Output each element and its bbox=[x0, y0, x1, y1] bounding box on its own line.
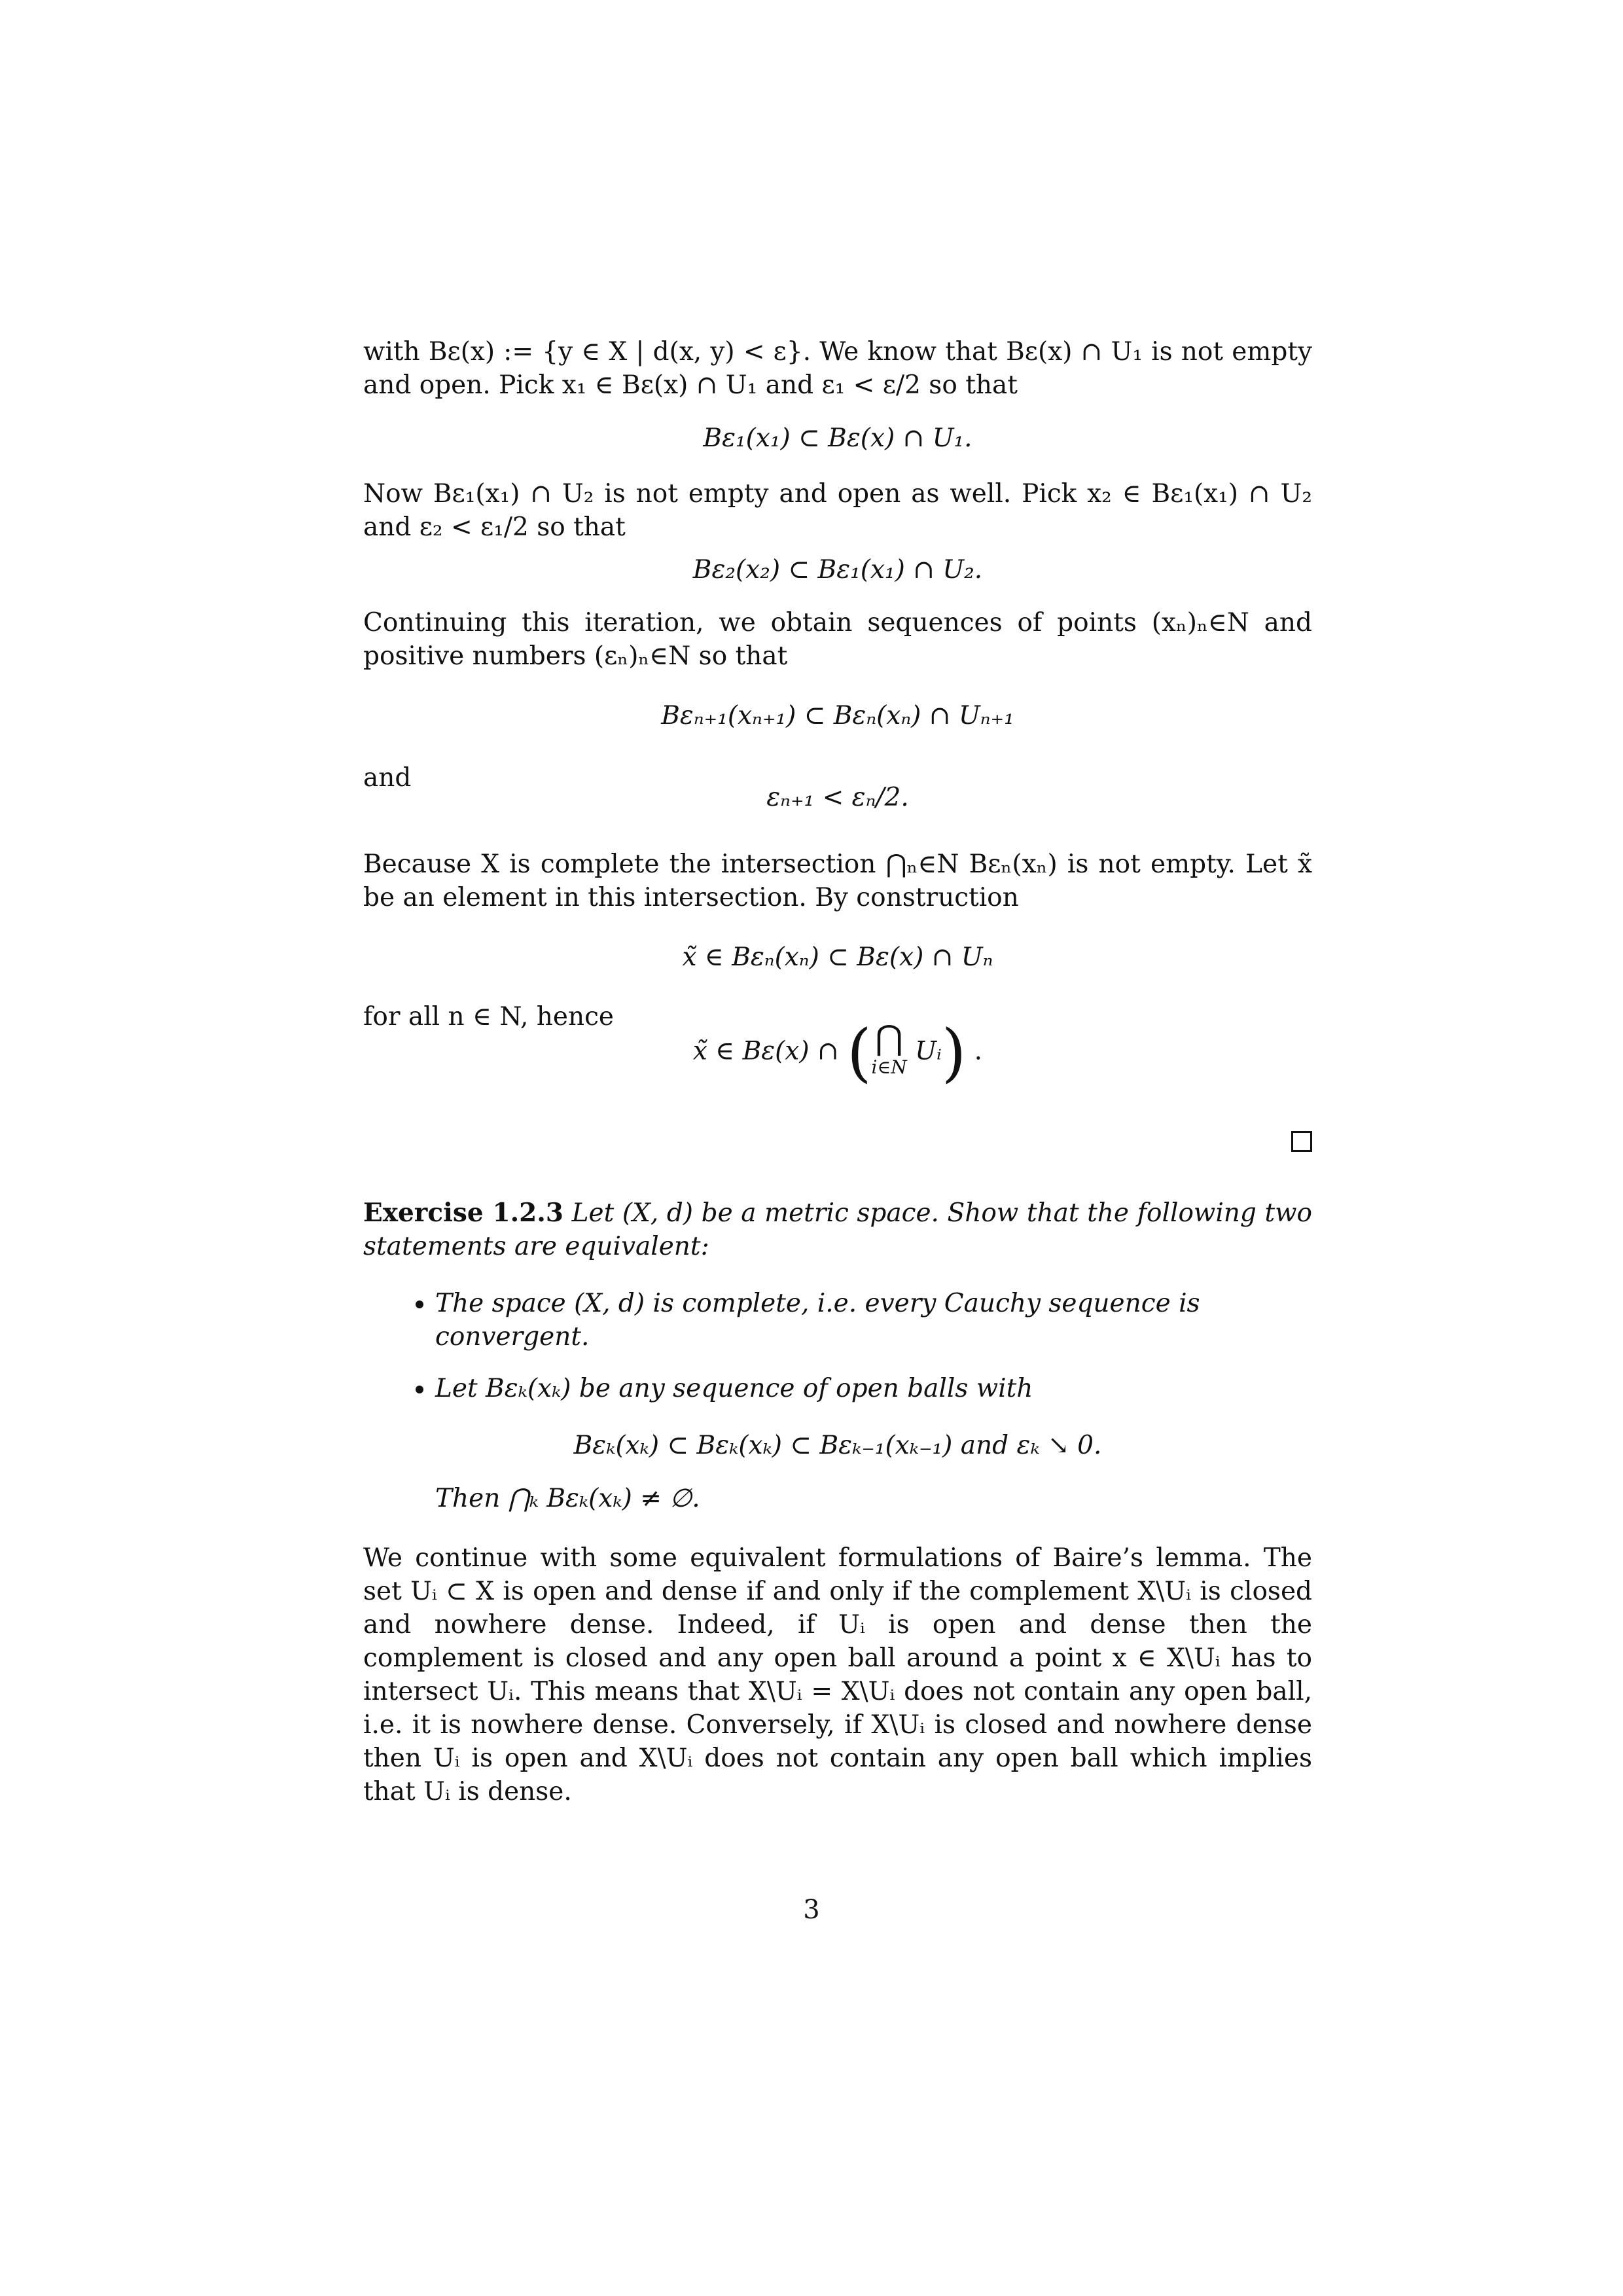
list-item: • The space (X, d) is complete, i.e. every Cauchy sequence is convergent. bbox=[435, 1287, 1312, 1354]
equation-6: x̃ ∈ Bε(x) ∩ ( ⋂ i∈N Uᵢ) . bbox=[692, 1016, 983, 1090]
and-label: and bbox=[363, 763, 412, 793]
equation-1: Bε₁(x₁) ⊂ Bε(x) ∩ U₁. bbox=[703, 423, 972, 453]
exercise bbox=[363, 1196, 1312, 1263]
exercise-label: Exercise 1.2.3 bbox=[363, 1198, 564, 1228]
qed-row bbox=[363, 1124, 1312, 1170]
equation-2: Bε₂(x₂) ⊂ Bε₁(x₁) ∩ U₂. bbox=[692, 555, 983, 584]
then-text: Then ⋂ₖ Bεₖ(xₖ) ≠ ∅. bbox=[435, 1484, 700, 1513]
equation-4: εₙ₊₁ < εₙ/2. bbox=[766, 783, 909, 812]
and-row bbox=[363, 761, 1312, 832]
list-item: • Let Bεₖ(xₖ) be any sequence of open balls with Bεₖ(xₖ) ⊂ Bεₖ(xₖ) ⊂ Bεₖ₋₁(xₖ₋₁) and εₖ ↘ 0. Then ⋂ₖ Bεₖ(xₖ) ≠ ∅. bbox=[435, 1372, 1312, 1515]
for-all-label: for all n ∈ N, hence bbox=[363, 1002, 614, 1031]
paragraph-4: Because X is complete the intersection ⋂ₙ∈N Bεₙ(xₙ) is not empty. Let x̃ be an element in this intersection. By construction bbox=[363, 850, 1312, 912]
paragraph-5: We continue with some equivalent formulations of Baire’s lemma. The set Uᵢ ⊂ X is open and dense if and only if the complement X\Uᵢ is closed and nowhere dense. Indeed, if Uᵢ is open and dense then the complement is closed and any open ball around a point x ∈ X\Uᵢ has to intersect Uᵢ. This means that X\Uᵢ = X\Uᵢ does not contain any open ball, i.e. it is nowhere dense. Conversely, if X\Uᵢ is closed and nowhere dense then Uᵢ is open and X\Uᵢ does not contain any open ball which implies that Uᵢ is dense. bbox=[363, 1543, 1312, 1806]
paragraph-2: Now Bε₁(x₁) ∩ U₂ is not empty and open as well. Pick x₂ ∈ Bε₁(x₁) ∩ U₂ and ε₂ < ε₁/2 so that bbox=[363, 479, 1312, 542]
equation-7: Bεₖ(xₖ) ⊂ Bεₖ(xₖ) ⊂ Bεₖ₋₁(xₖ₋₁) and εₖ ↘ 0. bbox=[573, 1431, 1102, 1460]
exercise-text: Let (X, d) be a metric space. Show that the following two statements are equivalent: bbox=[363, 1198, 1313, 1261]
page-number: 3 bbox=[803, 1895, 820, 1925]
paragraph-1: with Bε(x) := {y ∈ X | d(x, y) < ε}. We know that Bε(x) ∩ U₁ is not empty and open. Pick x₁ ∈ Bε(x) ∩ U₁ and ε₁ < ε/2 so that bbox=[363, 337, 1312, 400]
page-body bbox=[363, 335, 1312, 1808]
equation-5: x̃ ∈ Bεₙ(xₙ) ⊂ Bε(x) ∩ Uₙ bbox=[682, 942, 993, 972]
exercise-list bbox=[363, 1287, 1312, 1515]
paragraph-3: Continuing this iteration, we obtain sequences of points (xₙ)ₙ∈N and positive numbers (εₙ)ₙ∈N so that bbox=[363, 608, 1312, 671]
equation-3: Bεₙ₊₁(xₙ₊₁) ⊂ Bεₙ(xₙ) ∩ Uₙ₊₁ bbox=[661, 701, 1014, 730]
for-all-row bbox=[363, 1000, 1312, 1124]
qed-square-icon bbox=[1291, 1131, 1312, 1152]
